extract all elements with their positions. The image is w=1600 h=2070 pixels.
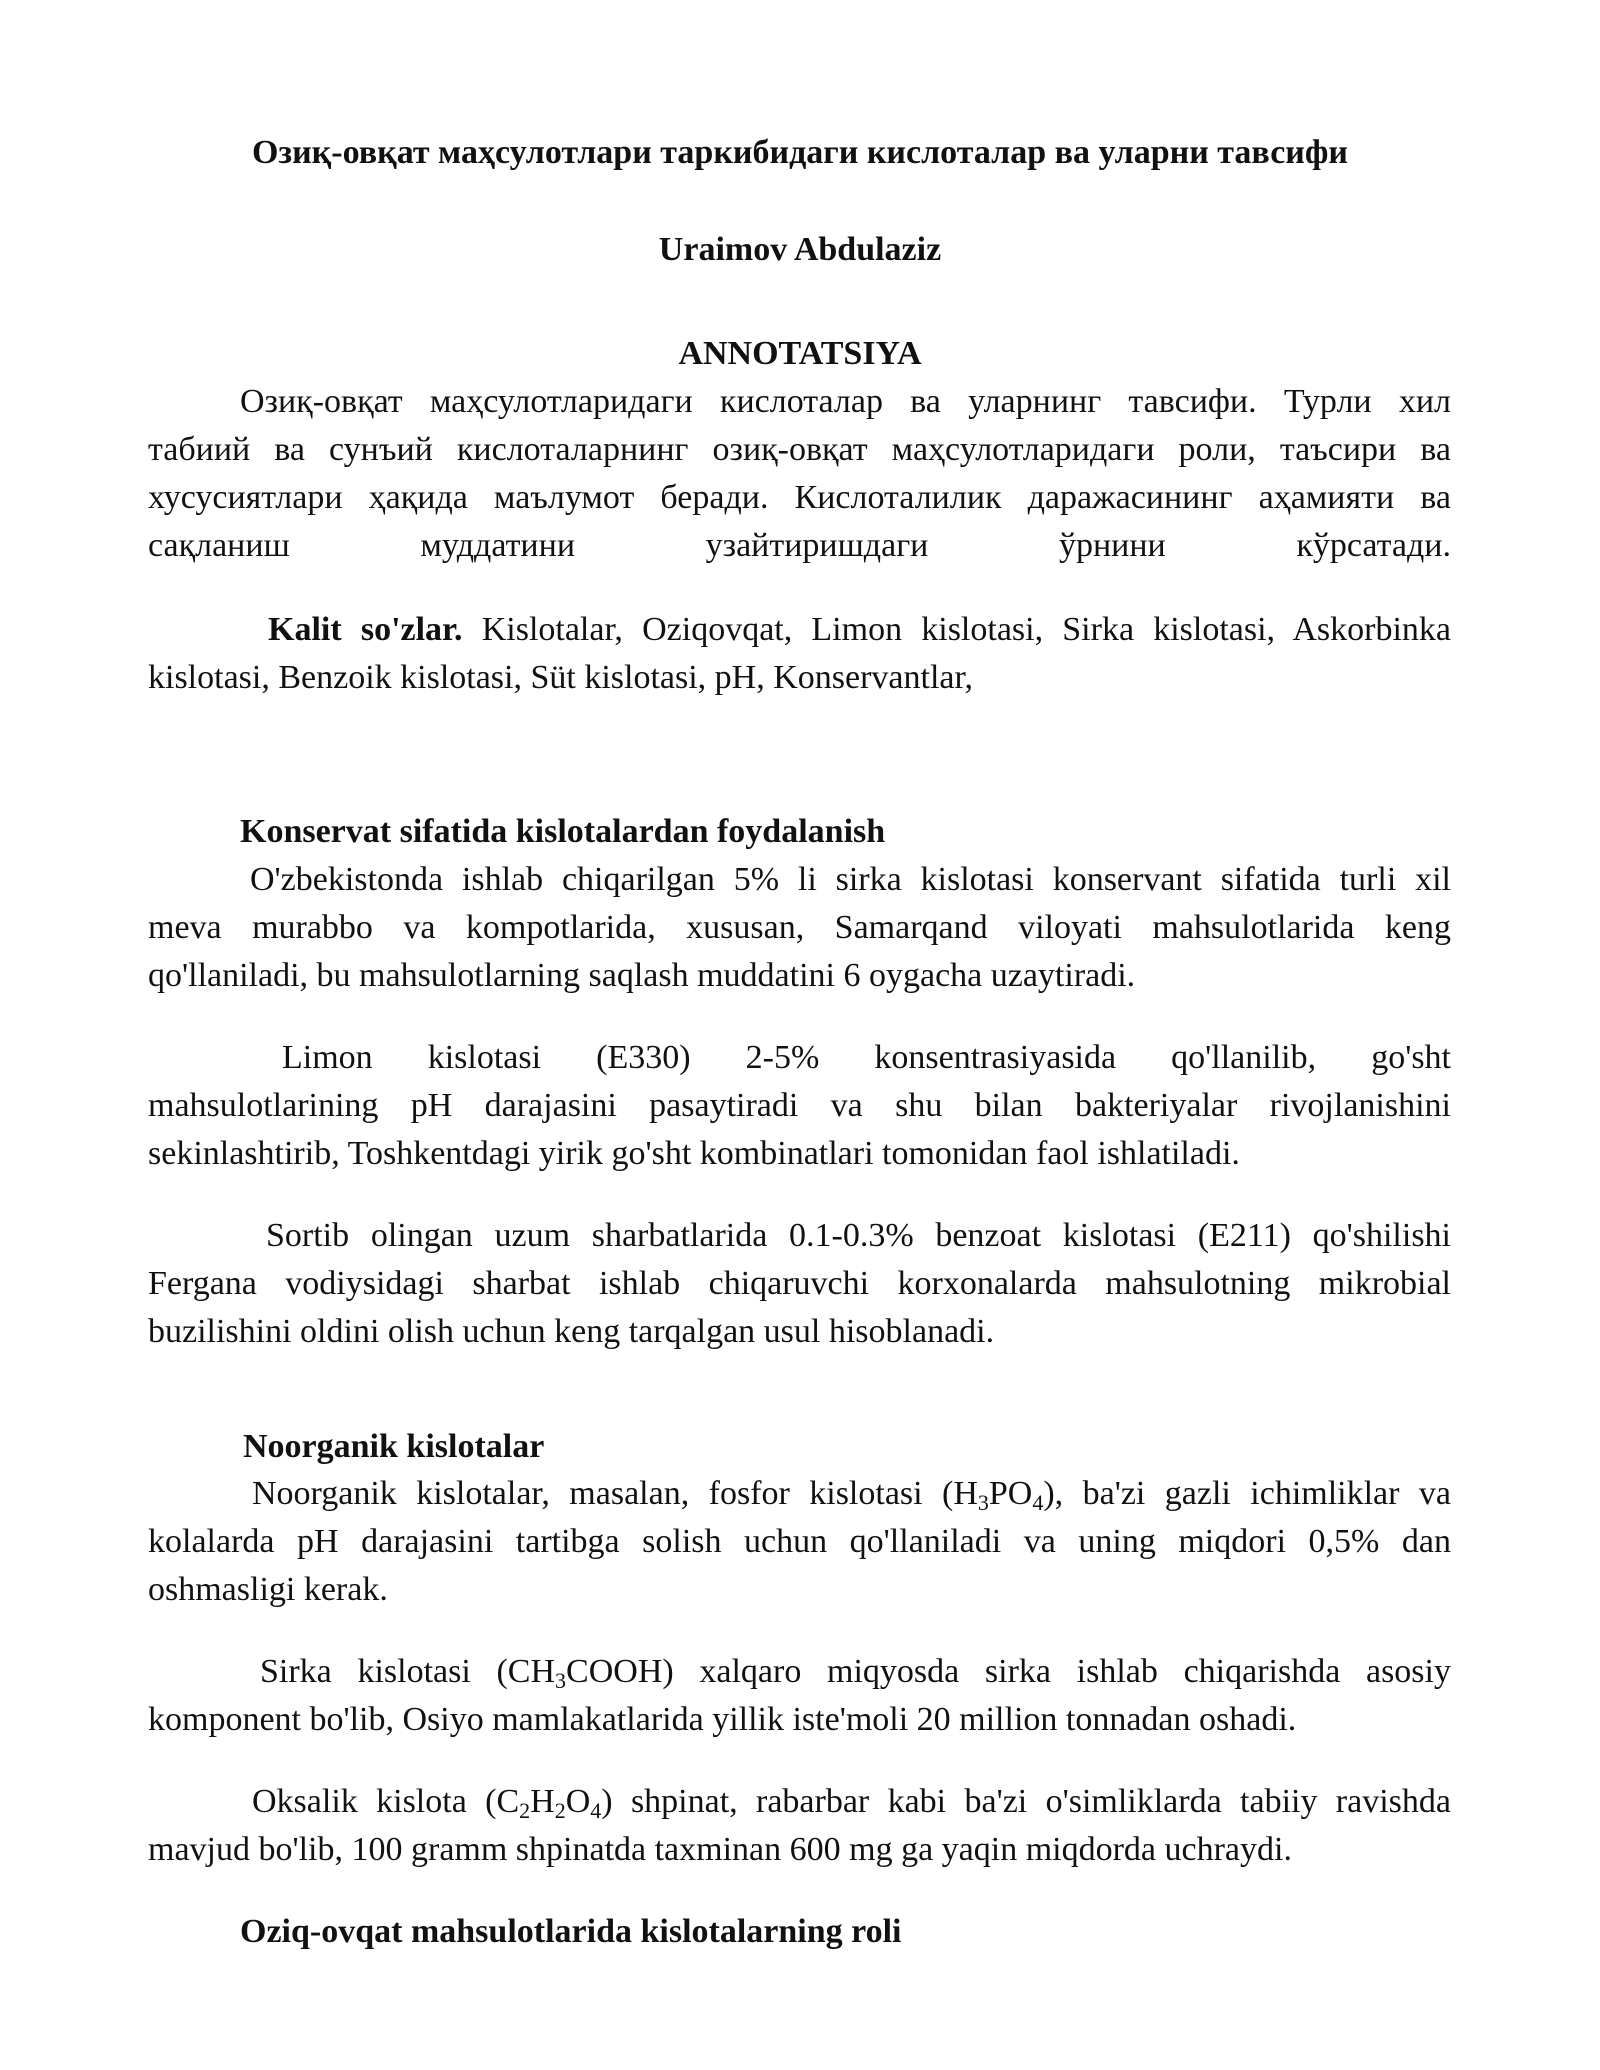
paragraph-line: buzilishini oldini olish uchun keng tarqalgan usul hisoblanadi. bbox=[148, 1313, 995, 1350]
paragraph-line: kolalarda pH darajasini tartibga solish uchun qo'llaniladi va uning miqdori 0,5% dan bbox=[148, 1523, 1451, 1560]
paragraph bbox=[148, 1470, 1451, 1614]
text-fragment: Oksalik kislota (C bbox=[252, 1783, 520, 1820]
subscript: 4 bbox=[1032, 1490, 1044, 1515]
paragraph-line: qo'llaniladi, bu mahsulotlarning saqlash muddatini 6 oygacha uzaytiradi. bbox=[148, 957, 1136, 994]
paragraph bbox=[148, 1648, 1451, 1744]
paragraph bbox=[148, 1778, 1451, 1874]
paragraph-line: mahsulotlarining pH darajasini pasaytiradi va shu bilan bakteriyalar rivojlanishini bbox=[148, 1087, 1451, 1124]
abstract-line: Озиқ-овқат маҳсулотларидаги кислоталар ва уларнинг тавсифи. Турли хил bbox=[240, 383, 1451, 420]
abstract-line: табиий ва сунъий кислоталарнинг озиқ-овқат маҳсулотларидаги роли, таъсири ва bbox=[148, 431, 1451, 468]
text-fragment: Sirka kislotasi (CH bbox=[260, 1653, 556, 1690]
paragraph-line bbox=[148, 1648, 1451, 1696]
section-heading-role-of-acids: Oziq-ovqat mahsulotlarida kislotalarning roli bbox=[240, 1913, 902, 1950]
paragraph bbox=[148, 1212, 1451, 1356]
subscript: 3 bbox=[977, 1490, 989, 1515]
subscript: 2 bbox=[554, 1798, 566, 1823]
paragraph bbox=[148, 856, 1451, 1000]
subscript: 3 bbox=[555, 1668, 567, 1693]
paragraph-line: komponent bo'lib, Osiyo mamlakatlarida yillik iste'moli 20 million tonnadan oshadi. bbox=[148, 1701, 1297, 1738]
abstract-paragraph bbox=[148, 378, 1451, 570]
paragraph-line: mavjud bo'lib, 100 gramm shpinatda taxminan 600 mg ga yaqin miqdorda uchraydi. bbox=[148, 1831, 1292, 1868]
paragraph-line: Sortib olingan uzum sharbatlarida 0.1-0.3% benzoat kislotasi (E211) qo'shilishi bbox=[266, 1217, 1451, 1254]
paragraph-line: oshmasligi kerak. bbox=[148, 1571, 388, 1608]
text-fragment: COOH) xalqaro miqyosda sirka ishlab chiqarishda asosiy bbox=[566, 1653, 1451, 1690]
paragraph-line bbox=[148, 1470, 1451, 1518]
document-title: Озиқ-овқат маҳсулотлари таркибидаги кислоталар ва уларни тавсифи bbox=[251, 134, 1348, 171]
paragraph-line: sekinlashtirib, Toshkentdagi yirik go'sht kombinatlari tomonidan faol ishlatiladi. bbox=[148, 1135, 1240, 1172]
section-heading-inorganic-acids: Noorganik kislotalar bbox=[243, 1428, 545, 1465]
abstract-line: хусусиятлари ҳақида маълумот беради. Кислоталилик даражасининг аҳамияти ва bbox=[148, 479, 1451, 516]
subscript: 4 bbox=[590, 1798, 602, 1823]
keywords-line: kislotasi, Benzoik kislotasi, Süt kislotasi, pH, Konservantlar, bbox=[148, 659, 973, 696]
paragraph-line: Limon kislotasi (E330) 2-5% konsentrasiyasida qo'llanilib, go'sht bbox=[282, 1039, 1451, 1076]
paragraph-line bbox=[148, 1778, 1451, 1826]
keywords-label: Kalit so'zlar. bbox=[268, 611, 463, 648]
paragraph-line: O'zbekistonda ishlab chiqarilgan 5% li sirka kislotasi konservant sifatida turli xil bbox=[250, 861, 1451, 898]
text-fragment: ) shpinat, rabarbar kabi ba'zi o'simliklarda tabiiy ravishda bbox=[601, 1783, 1451, 1820]
text-fragment: PO bbox=[988, 1475, 1033, 1512]
section-heading-preservatives: Konservat sifatida kislotalardan foydalanish bbox=[240, 813, 886, 850]
text-fragment: Noorganik kislotalar, masalan, fosfor kislotasi (H bbox=[252, 1475, 978, 1512]
paragraph-line: meva murabbo va kompotlarida, xususan, Samarqand viloyati mahsulotlarida keng bbox=[148, 909, 1451, 946]
text-fragment: O bbox=[565, 1783, 591, 1820]
keywords-line bbox=[148, 606, 1451, 654]
subscript: 2 bbox=[519, 1798, 531, 1823]
paragraph-line: Fergana vodiysidagi sharbat ishlab chiqaruvchi korxonalarda mahsulotning mikrobial bbox=[148, 1265, 1451, 1302]
abstract-heading: ANNOTATSIYA bbox=[678, 335, 922, 372]
text-fragment: H bbox=[530, 1783, 555, 1820]
paragraph bbox=[148, 1034, 1451, 1178]
author-name: Uraimov Abdulaziz bbox=[658, 231, 942, 268]
text-fragment: ), ba'zi gazli ichimliklar va bbox=[1043, 1475, 1451, 1512]
abstract-line: сақланиш муддатини узайтиришдаги ўрнини кўрсатади. bbox=[148, 527, 1451, 564]
keywords-paragraph bbox=[148, 606, 1451, 702]
keywords-text: Kislotalar, Oziqovqat, Limon kislotasi, Sirka kislotasi, Askorbinka bbox=[462, 611, 1451, 648]
